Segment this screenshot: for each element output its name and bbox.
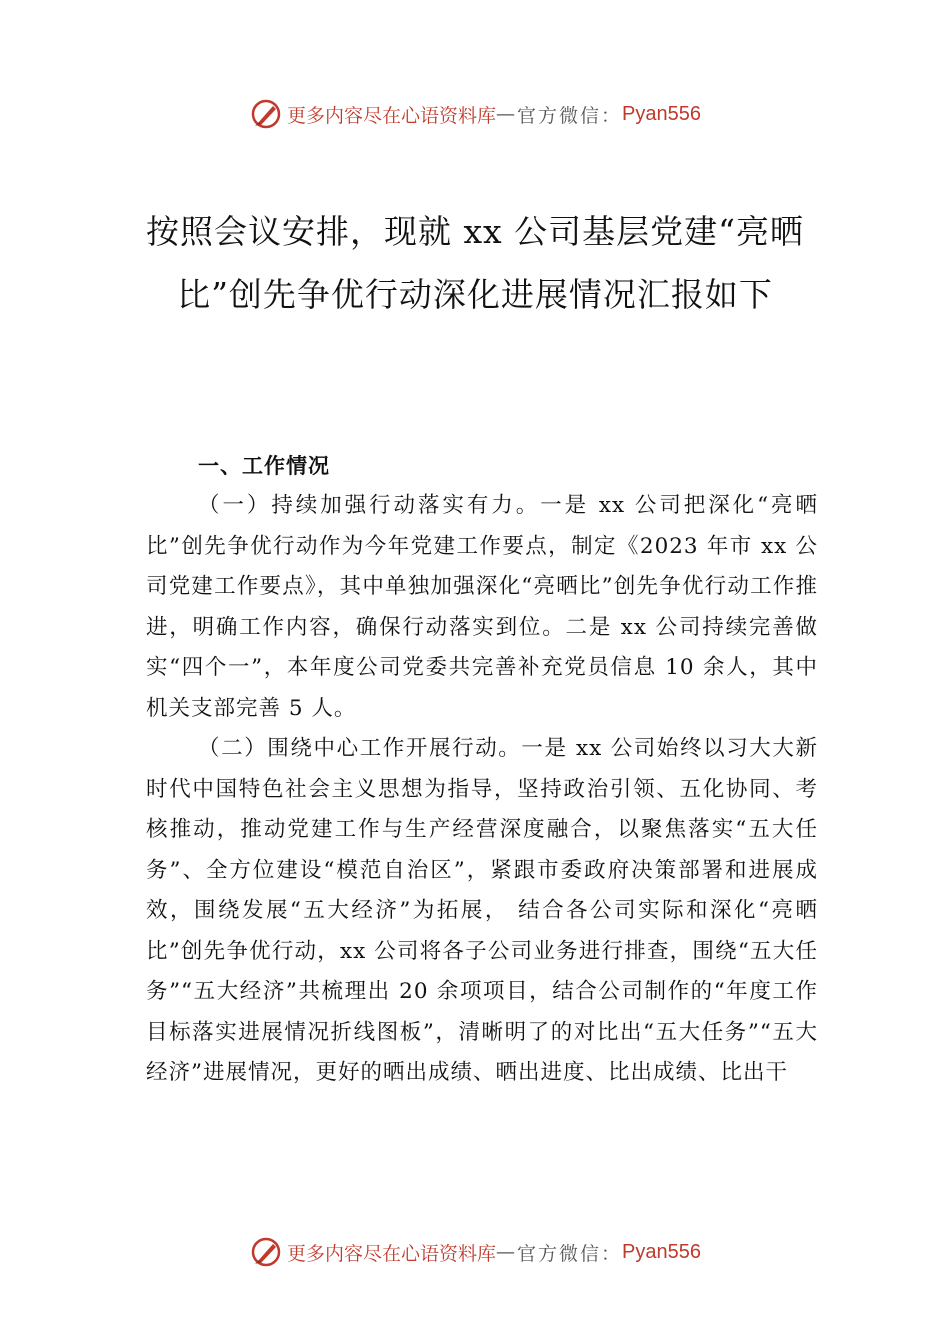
header-watermark (0, 94, 950, 134)
paragraph-1: （一）持续加强行动落实有力。一是 xx 公司把深化“亮晒比”创先争优行动作为今年党建工作要点，制定《2023 年市 xx 公司党建工作要点》，其中单独加强深化“亮晒比”创先争优行动工作推进，明确工作内容，确保行动落实到位。二是 xx 公司持续完善做实“四个一”，本年度公司党委共完善补充党员信息 10 余人，其中机关支部完善 5 人。 (146, 493, 818, 721)
section-heading: 一、工作情况 (198, 454, 330, 478)
watermark-dash: — (496, 103, 518, 125)
pen-logo-icon (249, 1235, 283, 1269)
document-body (146, 446, 818, 1094)
watermark-brand: 更多内容尽在心语资料库 (287, 104, 497, 127)
pen-logo-icon (249, 97, 283, 131)
watermark-account: Pyan556 (622, 1240, 701, 1263)
paragraph-2: （二）围绕中心工作开展行动。一是 xx 公司始终以习大大新时代中国特色社会主义思想为指导，坚持政治引领、五化协同、考核推动，推动党建工作与生产经营深度融合，以聚焦落实“五大任务”、全方位建设“模范自治区”，紧跟市委政府决策部署和进展成效，围绕发展“五大经济”为拓展， 结合各公司实际和深化“亮晒比”创先争优行动，xx 公司将各子公司业务进行排查，围绕“五大任务”“五大经济”共梳理出 20 余项项目，结合公司制作的“年度工作目标落实进展情况折线图板”，清晰明了的对比出“五大任务”“五大经济”进展情况，更好的晒出成绩、晒出进度、比出成绩、比出干 (146, 736, 818, 1085)
watermark-label: 官方微信： (517, 1242, 623, 1265)
document-title: 按照会议安排，现就 xx 公司基层党建“亮晒比”创先争优行动深化进展情况汇报如下 (145, 212, 805, 314)
footer-watermark (0, 1232, 950, 1272)
watermark-brand: 更多内容尽在心语资料库 (287, 1242, 497, 1265)
watermark-account: Pyan556 (622, 102, 701, 125)
watermark-label: 官方微信： (517, 104, 623, 127)
watermark-dash: — (496, 1241, 518, 1263)
